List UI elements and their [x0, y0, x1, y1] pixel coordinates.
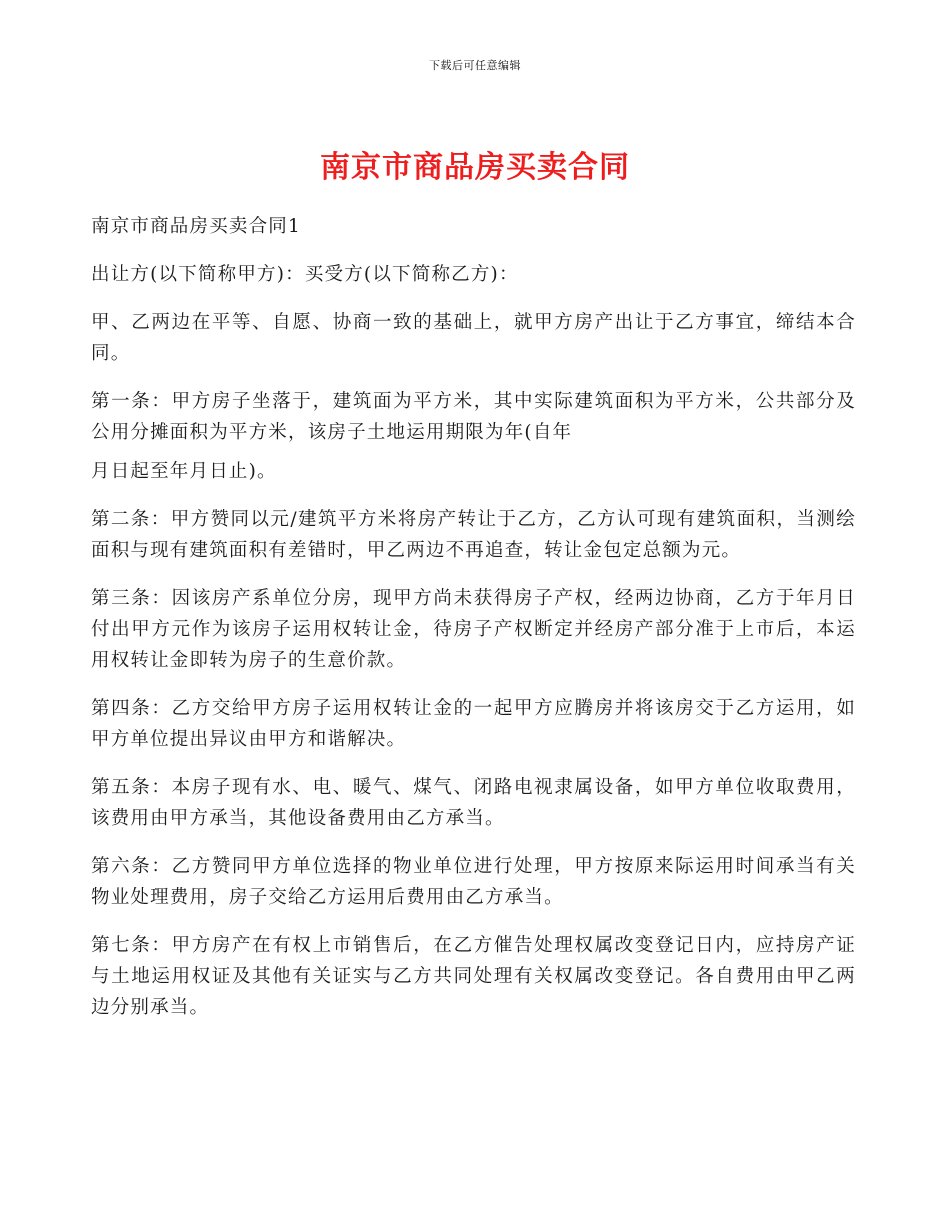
document-title: 南京市商品房买卖合同: [320, 150, 630, 185]
document-body: [91, 211, 856, 1040]
paragraph-article-4: 第四条：乙方交给甲方房子运用权转让金的一起甲方应腾房并将该房交于乙方运用，如甲方单位提出异议由甲方和谐解决。: [91, 698, 856, 750]
paragraph-article-5: 第五条：本房子现有水、电、暖气、煤气、闭路电视隶属设备，如甲方单位收取费用，该费用由甲方承当，其他设备费用由乙方承当。: [91, 777, 856, 829]
paragraph-preamble: 甲、乙两边在平等、自愿、协商一致的基础上，就甲方房产出让于乙方事宜，缔结本合同。: [91, 312, 856, 364]
paragraph-article-1: 第一条：甲方房子坐落于，建筑面为平方米，其中实际建筑面积为平方米，公共部分及公用分摊面积为平方米，该房子土地运用期限为年(自年: [91, 391, 856, 443]
paragraph-article-1-continued: 月日起至年月日止)。: [91, 461, 277, 482]
paragraph-parties: 出让方(以下简称甲方)：买受方(以下简称乙方)：: [91, 264, 519, 285]
header-note: 下载后可任意编辑: [429, 59, 521, 72]
paragraph-subtitle: 南京市商品房买卖合同1: [91, 216, 301, 237]
paragraph-article-3: 第三条：因该房产系单位分房，现甲方尚未获得房子产权，经两边协商，乙方于年月日付出甲方元作为该房子运用权转让金，待房子产权断定并经房产部分准于上市后，本运用权转让金即转为房子的生意价款。: [91, 588, 856, 671]
paragraph-article-7: 第七条：甲方房产在有权上市销售后，在乙方催告处理权属改变登记日内，应持房产证与土地运用权证及其他有关证实与乙方共同处理有关权属改变登记。各自费用由甲乙两边分别承当。: [91, 935, 856, 1018]
paragraph-article-6: 第六条：乙方赞同甲方单位选择的物业单位进行处理，甲方按原来际运用时间承当有关物业处理费用，房子交给乙方运用后费用由乙方承当。: [91, 856, 856, 908]
paragraph-article-2: 第二条：甲方赞同以元/建筑平方米将房产转让于乙方，乙方认可现有建筑面积，当测绘面积与现有建筑面积有差错时，甲乙两边不再追查，转让金包定总额为元。: [91, 509, 856, 561]
